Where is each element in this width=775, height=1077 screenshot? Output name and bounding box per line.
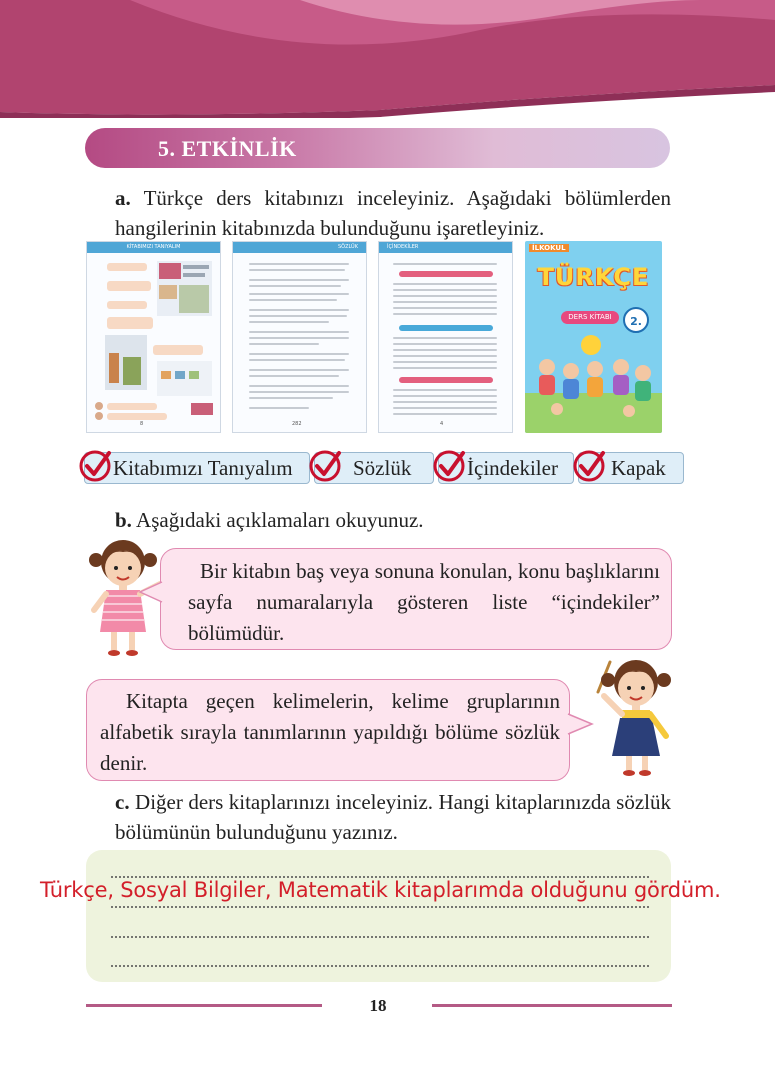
checkmark-icon: [573, 449, 607, 483]
part-b-instruction: [115, 505, 671, 535]
cover-illustration: [525, 331, 662, 433]
bubble-text-sozluk: Kitapta geçen kelimelerin, kelime gruplarının alfabetik sırayla tanımlarının yapıldığı bölüme sözlük denir.: [100, 689, 560, 775]
girl-illustration: [590, 652, 676, 780]
thumbnail-page-number: 282: [292, 421, 302, 427]
thumbnail-header: SÖZLÜK: [233, 242, 366, 253]
thumbnail-text-lines: [233, 253, 366, 423]
thumbnail-header: İÇİNDEKİLER: [379, 242, 512, 253]
thumbnail-toc-lines: [379, 253, 512, 423]
thumbnail-icindekiler: [378, 241, 513, 433]
part-b-letter: b.: [115, 508, 132, 532]
thumbnail-sozluk: [232, 241, 367, 433]
thumbnail-page-number: 8: [140, 421, 144, 427]
answer-line: [110, 936, 650, 938]
activity-title: 5. ETKİNLİK: [158, 136, 297, 161]
handwritten-answer[interactable]: Türkçe, Sosyal Bilgiler, Matematik kitaplarımda olduğunu gördüm.: [40, 878, 721, 902]
option-label: Kapak: [611, 455, 666, 480]
answer-line: [110, 965, 650, 967]
option-label: Kitabımızı Tanıyalım: [113, 455, 293, 480]
bubble-text-icindekiler: Bir kitabın baş veya sonuna konulan, konu başlıklarını sayfa numaralarıyla gösteren liste “içindekiler” bölümüdür.: [188, 559, 660, 645]
part-c-letter: c.: [115, 790, 130, 814]
cover-grade: 2.: [623, 307, 649, 333]
option-label: Sözlük: [353, 455, 412, 480]
page-number: 18: [369, 996, 387, 1015]
thumbnail-kitabimizi-taniyalim: [86, 241, 221, 433]
checkmark-icon: [309, 449, 343, 483]
option-sozluk[interactable]: [314, 452, 434, 484]
part-a-letter: a.: [115, 186, 131, 210]
cover-subtitle: DERS KİTABI: [561, 311, 619, 324]
option-kitabimizi-taniyalim[interactable]: [84, 452, 310, 484]
checkmark-icon: [79, 449, 113, 483]
thumbnail-page-number: 4: [440, 421, 444, 427]
thumbnail-header: KİTABIMIZI TANIYALIM: [87, 242, 220, 253]
cover-series: İLKOKUL: [529, 244, 569, 252]
book-cover: [525, 241, 662, 433]
footer-divider-left: [86, 1004, 322, 1007]
bubble-tail: [138, 580, 164, 604]
footer-divider-right: [432, 1004, 672, 1007]
part-c-instruction: [115, 787, 671, 847]
answer-area: [86, 850, 671, 982]
option-kapak[interactable]: [578, 452, 684, 484]
thumbnail-page-image: [87, 253, 220, 423]
option-label: İçindekiler: [467, 455, 558, 480]
page-header-decoration: [0, 0, 775, 118]
checkmark-icon: [433, 449, 467, 483]
part-a-instruction: [115, 183, 671, 243]
option-icindekiler[interactable]: [438, 452, 574, 484]
part-c-text: Diğer ders kitaplarınızı inceleyiniz. Hangi kitaplarınızda sözlük bölümünün bulunduğunu yazınız.: [115, 790, 672, 844]
cover-title: TÜRKÇE: [537, 263, 650, 291]
part-a-text: Türkçe ders kitabınızı inceleyiniz. Aşağıdaki bölümlerden hangilerinin kitabınızda bulunduğunu işaretleyiniz.: [115, 186, 672, 240]
part-b-text: Aşağıdaki açıklamaları okuyunuz.: [136, 508, 424, 532]
answer-line: [110, 906, 650, 908]
